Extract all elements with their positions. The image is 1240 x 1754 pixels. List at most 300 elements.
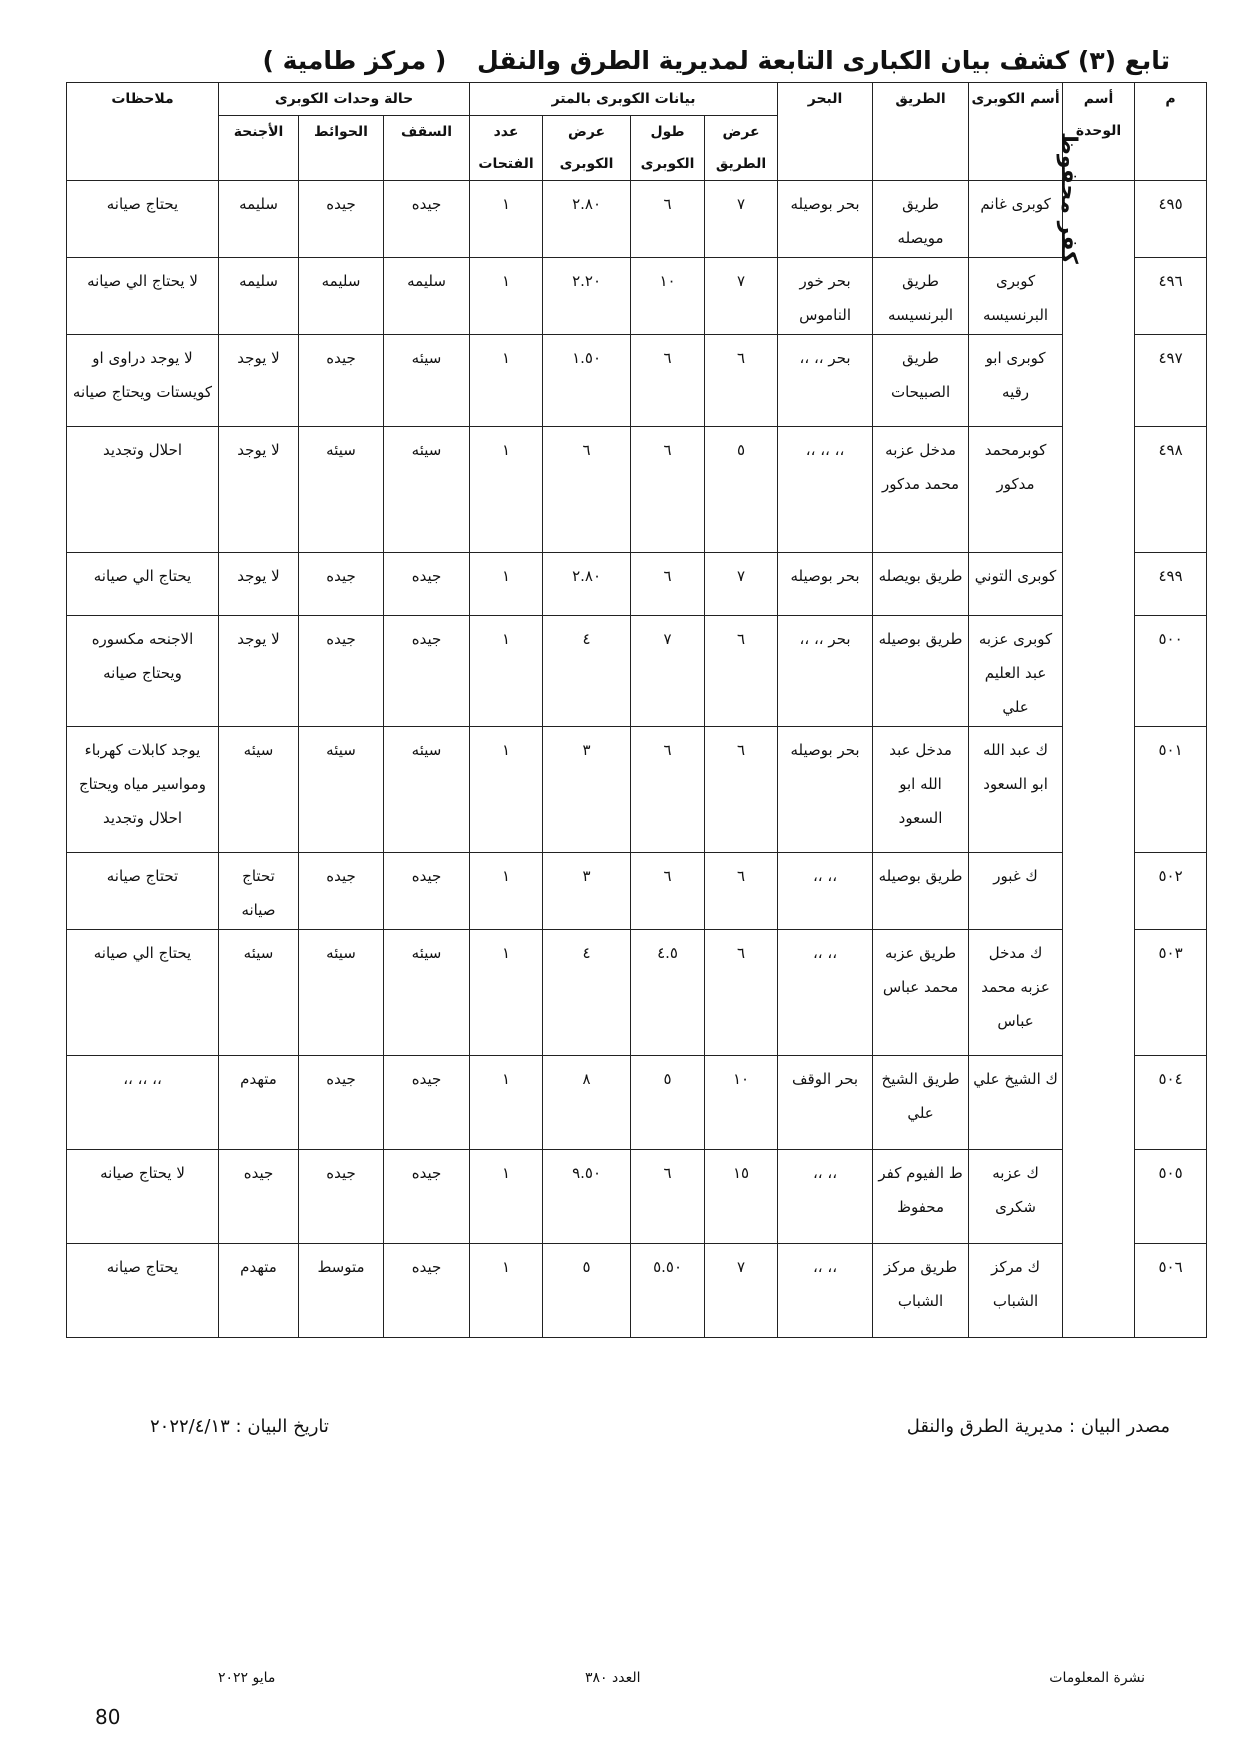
- road-width-text: ٦: [737, 741, 746, 759]
- openings-text: ١: [501, 1164, 511, 1182]
- cell-road: [873, 1056, 969, 1150]
- page-number: 80: [95, 1705, 121, 1729]
- cell-bridge-width: [543, 727, 631, 853]
- walls-condition-text: جيده: [326, 1164, 356, 1182]
- bridge-name-text: ك غبور: [993, 867, 1038, 885]
- cell-wings-condition: [219, 853, 299, 930]
- openings-text: ١: [501, 1070, 511, 1088]
- cell-bridge-length: [631, 1056, 705, 1150]
- cell-wings-condition: [219, 1244, 299, 1338]
- cell-road: [873, 553, 969, 616]
- wings-condition-text: سيئه: [243, 944, 274, 962]
- cell-notes: [67, 181, 219, 258]
- bridge-length-text: ٦: [663, 567, 672, 585]
- notes-text: ،، ،، ،،: [123, 1070, 162, 1088]
- cell-notes: [67, 335, 219, 427]
- cell-bridge-width: [543, 427, 631, 553]
- walls-condition-text: سيئه: [326, 944, 356, 962]
- cell-bridge-length: [631, 1244, 705, 1338]
- cell-roof-condition: [384, 258, 470, 335]
- cell-canal: [778, 427, 873, 553]
- header-bridge-length: طول الكوبرى: [631, 116, 705, 181]
- cell-row-num: [1135, 553, 1207, 616]
- roof-condition-text: سيئه: [411, 349, 442, 367]
- road-text: طريق بويصله: [878, 567, 963, 585]
- bridge-width-text: ٣: [582, 741, 591, 759]
- bridge-name-text: كوبرى التوني: [974, 567, 1057, 585]
- title-subtitle: ( مركز طامية ): [262, 46, 447, 75]
- cell-bridge-length: [631, 181, 705, 258]
- table-row: [67, 335, 1207, 427]
- table-row: [67, 1150, 1207, 1244]
- cell-road-width: [705, 553, 778, 616]
- cell-row-num: [1135, 1150, 1207, 1244]
- road-width-text: ١٥: [732, 1164, 750, 1182]
- road-text: طريق الصبيحات: [890, 349, 951, 401]
- cell-notes: [67, 853, 219, 930]
- cell-road: [873, 181, 969, 258]
- walls-condition-text: جيده: [326, 195, 356, 213]
- cell-openings: [470, 616, 543, 727]
- walls-condition-text: جيده: [326, 349, 356, 367]
- openings-text: ١: [501, 272, 511, 290]
- row-num-text: ٥٠٢: [1158, 867, 1183, 885]
- road-text: مدخل عزبه محمد مدكور: [882, 441, 960, 493]
- cell-row-num: [1135, 258, 1207, 335]
- canal-text: بحر بوصيله: [790, 195, 860, 213]
- wings-condition-text: لا يوجد: [237, 349, 280, 367]
- road-width-text: ٦: [737, 630, 746, 648]
- road-text: طريق مويصله: [897, 195, 944, 247]
- row-num-text: ٥٠٣: [1158, 944, 1183, 962]
- roof-condition-text: جيده: [411, 195, 442, 213]
- bridge-length-text: ٦: [663, 441, 672, 459]
- wings-condition-text: متهدم: [240, 1258, 277, 1276]
- header-num: م: [1135, 83, 1207, 181]
- wings-condition-text: سليمه: [239, 195, 278, 213]
- notes-text: يحتاج صيانه: [106, 1258, 179, 1276]
- cell-openings: [470, 181, 543, 258]
- notes-text: يحتاج الي صيانه: [93, 944, 192, 962]
- road-text: طريق مركز الشباب: [883, 1258, 958, 1310]
- cell-row-num: [1135, 181, 1207, 258]
- cell-wings-condition: [219, 427, 299, 553]
- cell-bridge-name: [969, 1244, 1063, 1338]
- cell-walls-condition: [299, 853, 384, 930]
- cell-road: [873, 1150, 969, 1244]
- header-wings: الأجنحة: [219, 116, 299, 181]
- row-num-text: ٤٩٦: [1158, 272, 1183, 290]
- roof-condition-text: جيده: [411, 1164, 442, 1182]
- header-unit: أسم الوحدة: [1063, 83, 1135, 181]
- road-text: طريق عزبه محمد عباس: [882, 944, 959, 996]
- roof-condition-text: جيده: [411, 1258, 442, 1276]
- cell-notes: [67, 258, 219, 335]
- road-width-text: ١٠: [732, 1070, 750, 1088]
- table-row: [67, 427, 1207, 553]
- cell-road-width: [705, 181, 778, 258]
- cell-road-width: [705, 616, 778, 727]
- canal-text: ،، ،،: [812, 867, 838, 885]
- cell-openings: [470, 1244, 543, 1338]
- cell-road-width: [705, 335, 778, 427]
- cell-row-num: [1135, 1056, 1207, 1150]
- cell-walls-condition: [299, 930, 384, 1056]
- publication-name: نشرة المعلومات: [1049, 1670, 1145, 1686]
- row-num-text: ٥٠١: [1158, 741, 1183, 759]
- walls-condition-text: جيده: [326, 630, 356, 648]
- cell-bridge-length: [631, 930, 705, 1056]
- canal-text: ،، ،،: [812, 1258, 838, 1276]
- openings-text: ١: [501, 741, 511, 759]
- wings-condition-text: سيئه: [243, 741, 274, 759]
- cell-wings-condition: [219, 727, 299, 853]
- bridge-width-text: ٤: [582, 944, 591, 962]
- wings-condition-text: لا يوجد: [237, 630, 280, 648]
- wings-condition-text: سليمه: [239, 272, 278, 290]
- canal-text: بحر الوقف: [792, 1070, 859, 1088]
- road-width-text: ٦: [737, 944, 746, 962]
- bridge-length-text: ٥.٥٠: [653, 1258, 683, 1276]
- row-num-text: ٥٠٠: [1158, 630, 1183, 648]
- title-main: تابع (٣) كشف بيان الكبارى التابعة لمديرية الطرق والنقل: [477, 46, 1170, 75]
- cell-walls-condition: [299, 1150, 384, 1244]
- row-num-text: ٤٩٧: [1158, 349, 1183, 367]
- canal-text: بحر بوصيله: [790, 567, 860, 585]
- issue-month: مايو ٢٠٢٢: [218, 1670, 276, 1686]
- bridge-length-text: ٦: [663, 1164, 672, 1182]
- unit-cell: [1056, 132, 1135, 1338]
- canal-text: ،، ،، ،،: [805, 441, 845, 459]
- cell-canal: [778, 930, 873, 1056]
- bridge-width-text: ٢.٢٠: [572, 272, 602, 290]
- bridge-width-text: ٥: [582, 1258, 591, 1276]
- bridge-length-text: ٦: [663, 349, 672, 367]
- cell-openings: [470, 553, 543, 616]
- cell-bridge-length: [631, 853, 705, 930]
- header-bridge-name: أسم الكوبرى: [969, 83, 1063, 181]
- canal-text: بحر ،، ،،: [799, 349, 851, 367]
- table-row: [67, 1244, 1207, 1338]
- cell-bridge-width: [543, 258, 631, 335]
- canal-text: بحر خور الناموس: [799, 272, 852, 324]
- cell-wings-condition: [219, 930, 299, 1056]
- bridge-length-text: ٥: [663, 1070, 672, 1088]
- roof-condition-text: جيده: [411, 1070, 442, 1088]
- cell-openings: [470, 853, 543, 930]
- cell-roof-condition: [384, 853, 470, 930]
- cell-bridge-name: [969, 181, 1063, 258]
- header-bridge-width: عرض الكوبرى: [543, 116, 631, 181]
- cell-bridge-length: [631, 258, 705, 335]
- cell-bridge-length: [631, 616, 705, 727]
- table-row: [67, 181, 1207, 258]
- bridge-width-text: ٤: [582, 630, 591, 648]
- cell-bridge-width: [543, 616, 631, 727]
- table-row: [67, 930, 1207, 1056]
- cell-roof-condition: [384, 427, 470, 553]
- bridge-name-text: ك الشيخ علي: [973, 1070, 1058, 1088]
- roof-condition-text: سيئه: [411, 944, 442, 962]
- cell-wings-condition: [219, 335, 299, 427]
- cell-road-width: [705, 1056, 778, 1150]
- bridge-name-text: ك عبد الله ابو السعود: [983, 741, 1049, 793]
- cell-walls-condition: [299, 616, 384, 727]
- canal-text: ،، ،،: [812, 1164, 838, 1182]
- wings-condition-text: لا يوجد: [237, 567, 280, 585]
- cell-openings: [470, 727, 543, 853]
- cell-road-width: [705, 853, 778, 930]
- road-width-text: ٥: [737, 441, 746, 459]
- cell-bridge-name: [969, 553, 1063, 616]
- cell-canal: [778, 335, 873, 427]
- cell-bridge-name: [969, 1056, 1063, 1150]
- walls-condition-text: جيده: [326, 567, 356, 585]
- cell-walls-condition: [299, 727, 384, 853]
- road-text: طريق بوصيله: [878, 867, 963, 885]
- cell-bridge-length: [631, 727, 705, 853]
- cell-walls-condition: [299, 427, 384, 553]
- openings-text: ١: [501, 441, 511, 459]
- cell-row-num: [1135, 930, 1207, 1056]
- bridge-width-text: ٩.٥٠: [572, 1164, 602, 1182]
- cell-notes: [67, 553, 219, 616]
- cell-bridge-width: [543, 1244, 631, 1338]
- cell-walls-condition: [299, 1056, 384, 1150]
- issue-number: العدد ٣٨٠: [585, 1670, 641, 1686]
- cell-bridge-name: [969, 727, 1063, 853]
- cell-roof-condition: [384, 335, 470, 427]
- canal-text: بحر بوصيله: [790, 741, 860, 759]
- openings-text: ١: [501, 567, 511, 585]
- cell-bridge-width: [543, 181, 631, 258]
- cell-wings-condition: [219, 258, 299, 335]
- page-title: [262, 46, 1170, 75]
- cell-bridge-name: [969, 616, 1063, 727]
- notes-text: يحتاج الي صيانه: [93, 567, 192, 585]
- bridge-name-text: كوبرمحمد مدكور: [984, 441, 1047, 493]
- table-row: [67, 553, 1207, 616]
- cell-notes: [67, 930, 219, 1056]
- road-text: طريق البرنسيسه: [888, 272, 954, 324]
- roof-condition-text: سيئه: [411, 441, 442, 459]
- road-text: مدخل عبد الله ابو السعود: [889, 741, 952, 827]
- cell-road: [873, 616, 969, 727]
- header-road-width: عرض الطريق: [705, 116, 778, 181]
- cell-walls-condition: [299, 258, 384, 335]
- cell-row-num: [1135, 1244, 1207, 1338]
- table-row: [67, 616, 1207, 727]
- cell-road: [873, 853, 969, 930]
- walls-condition-text: سيئه: [326, 741, 356, 759]
- table-row: [67, 727, 1207, 853]
- bridge-length-text: ٦: [663, 741, 672, 759]
- cell-bridge-width: [543, 1150, 631, 1244]
- header-roof: السقف: [384, 116, 470, 181]
- cell-roof-condition: [384, 1150, 470, 1244]
- cell-row-num: [1135, 853, 1207, 930]
- openings-text: ١: [501, 867, 511, 885]
- walls-condition-text: جيده: [326, 867, 356, 885]
- cell-bridge-width: [543, 553, 631, 616]
- road-text: ط الفيوم كفر محفوظ: [878, 1164, 963, 1216]
- cell-row-num: [1135, 727, 1207, 853]
- cell-wings-condition: [219, 1056, 299, 1150]
- roof-condition-text: سليمه: [407, 272, 446, 290]
- canal-text: ،، ،،: [812, 944, 838, 962]
- unit-name: كفر محفوظ: [1056, 132, 1082, 264]
- table-row: [67, 1056, 1207, 1150]
- cell-road-width: [705, 1150, 778, 1244]
- cell-canal: [778, 853, 873, 930]
- wings-condition-text: متهدم: [240, 1070, 277, 1088]
- cell-bridge-width: [543, 335, 631, 427]
- notes-text: يحتاج صيانه: [106, 195, 179, 213]
- cell-bridge-length: [631, 427, 705, 553]
- cell-canal: [778, 1150, 873, 1244]
- cell-road-width: [705, 930, 778, 1056]
- cell-bridge-width: [543, 930, 631, 1056]
- bridge-width-text: ٨: [582, 1070, 591, 1088]
- cell-roof-condition: [384, 1244, 470, 1338]
- road-width-text: ٧: [737, 567, 746, 585]
- cell-road: [873, 335, 969, 427]
- row-num-text: ٤٩٨: [1158, 441, 1183, 459]
- cell-road-width: [705, 258, 778, 335]
- header-bridge-data: بيانات الكوبرى بالمتر: [470, 83, 778, 116]
- notes-text: الاجنحه مكسوره ويحتاج صيانه: [91, 630, 194, 682]
- road-width-text: ٧: [737, 272, 746, 290]
- cell-bridge-name: [969, 1150, 1063, 1244]
- cell-wings-condition: [219, 553, 299, 616]
- row-num-text: ٤٩٥: [1158, 195, 1183, 213]
- bridge-name-text: ك مدخل عزبه محمد عباس: [981, 944, 1050, 1030]
- cell-wings-condition: [219, 616, 299, 727]
- cell-notes: [67, 1056, 219, 1150]
- cell-walls-condition: [299, 1244, 384, 1338]
- road-width-text: ٦: [737, 349, 746, 367]
- canal-text: بحر ،، ،،: [799, 630, 851, 648]
- cell-wings-condition: [219, 181, 299, 258]
- cell-openings: [470, 427, 543, 553]
- road-width-text: ٧: [737, 1258, 746, 1276]
- cell-canal: [778, 1244, 873, 1338]
- table-row: [67, 853, 1207, 930]
- bridge-width-text: ٢.٨٠: [572, 567, 602, 585]
- cell-bridge-name: [969, 427, 1063, 553]
- roof-condition-text: جيده: [411, 630, 442, 648]
- cell-row-num: [1135, 335, 1207, 427]
- roof-condition-text: جيده: [411, 867, 442, 885]
- cell-road-width: [705, 427, 778, 553]
- cell-road: [873, 427, 969, 553]
- row-num-text: ٥٠٥: [1158, 1164, 1183, 1182]
- cell-roof-condition: [384, 553, 470, 616]
- header-row-1: [67, 83, 1207, 116]
- cell-openings: [470, 335, 543, 427]
- cell-walls-condition: [299, 335, 384, 427]
- bridges-table: [66, 82, 1207, 1338]
- cell-canal: [778, 1056, 873, 1150]
- notes-text: احلال وتجديد: [102, 441, 183, 459]
- bridge-width-text: ٦: [582, 441, 591, 459]
- walls-condition-text: سليمه: [321, 272, 361, 290]
- cell-bridge-width: [543, 1056, 631, 1150]
- cell-roof-condition: [384, 1056, 470, 1150]
- bridge-name-text: كوبرى عزبه عبد العليم علي: [978, 630, 1053, 716]
- openings-text: ١: [501, 195, 511, 213]
- notes-text: لا يحتاج الي صيانه: [87, 272, 198, 290]
- data-date: تاريخ البيان : ٢٠٢٢/٤/١٣: [150, 1416, 329, 1437]
- cell-road: [873, 930, 969, 1056]
- roof-condition-text: جيده: [411, 567, 442, 585]
- cell-openings: [470, 1150, 543, 1244]
- openings-text: ١: [501, 1258, 511, 1276]
- cell-road: [873, 727, 969, 853]
- header-canal: البحر: [778, 83, 873, 181]
- cell-canal: [778, 727, 873, 853]
- road-text: طريق بوصيله: [878, 630, 963, 648]
- data-source: مصدر البيان : مديرية الطرق والنقل: [906, 1416, 1170, 1437]
- cell-bridge-name: [969, 258, 1063, 335]
- row-num-text: ٥٠٦: [1158, 1258, 1183, 1276]
- cell-canal: [778, 616, 873, 727]
- road-text: طريق الشيخ علي: [881, 1070, 960, 1122]
- cell-walls-condition: [299, 181, 384, 258]
- bridge-length-text: ٧: [663, 630, 672, 648]
- cell-roof-condition: [384, 616, 470, 727]
- notes-text: لا يوجد دراوى او كويستات ويحتاج صيانه: [72, 349, 213, 401]
- cell-canal: [778, 181, 873, 258]
- openings-text: ١: [501, 944, 511, 962]
- bridge-length-text: ١٠: [659, 272, 676, 290]
- cell-bridge-length: [631, 1150, 705, 1244]
- header-openings: عدد الفتحات: [470, 116, 543, 181]
- wings-condition-text: جيده: [243, 1164, 274, 1182]
- header-road: الطريق: [873, 83, 969, 181]
- cell-road: [873, 1244, 969, 1338]
- bridge-length-text: ٦: [663, 867, 672, 885]
- cell-canal: [778, 258, 873, 335]
- cell-bridge-name: [969, 335, 1063, 427]
- cell-wings-condition: [219, 1150, 299, 1244]
- bridge-name-text: كوبرى البرنسيسه: [983, 272, 1049, 324]
- bridge-width-text: ١.٥٠: [572, 349, 602, 367]
- table-row: [67, 258, 1207, 335]
- cell-row-num: [1135, 616, 1207, 727]
- cell-notes: [67, 727, 219, 853]
- wings-condition-text: لا يوجد: [237, 441, 280, 459]
- bridge-name-text: كوبرى ابو رقيه: [985, 349, 1046, 401]
- cell-roof-condition: [384, 181, 470, 258]
- wings-condition-text: تحتاج صيانه: [241, 867, 276, 919]
- cell-bridge-width: [543, 853, 631, 930]
- cell-row-num: [1135, 427, 1207, 553]
- cell-notes: [67, 1150, 219, 1244]
- bridge-length-text: ٤.٥: [657, 944, 678, 962]
- bridge-width-text: ٣: [582, 867, 591, 885]
- road-width-text: ٧: [737, 195, 746, 213]
- cell-bridge-length: [631, 335, 705, 427]
- cell-walls-condition: [299, 553, 384, 616]
- cell-roof-condition: [384, 727, 470, 853]
- cell-road-width: [705, 1244, 778, 1338]
- cell-road-width: [705, 727, 778, 853]
- cell-bridge-length: [631, 553, 705, 616]
- row-num-text: ٥٠٤: [1158, 1070, 1183, 1088]
- cell-canal: [778, 553, 873, 616]
- cell-road: [873, 258, 969, 335]
